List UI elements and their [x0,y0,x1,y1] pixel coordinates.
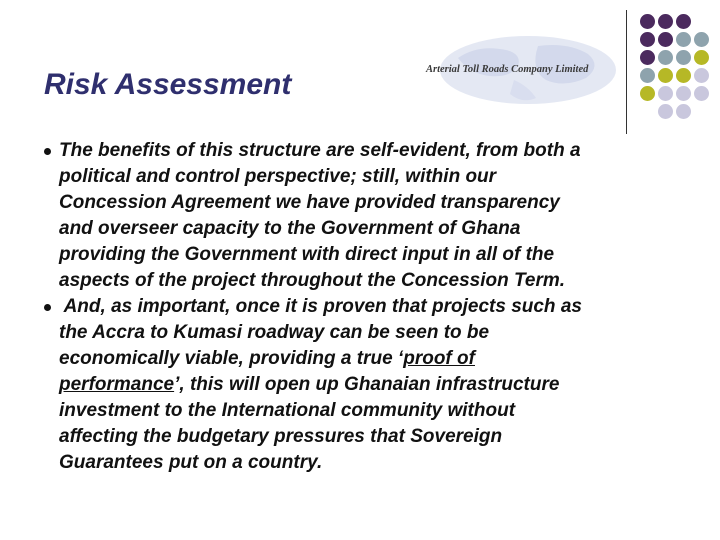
bullet-text-line: The benefits of this structure are self-evident, from both a [59,140,581,161]
dot [676,86,691,101]
bullet-text-line: and overseer capacity to the Government of Ghana [59,218,521,239]
dot [658,14,673,29]
bullet-text-line [59,346,684,372]
underlined-phrase: proof of [403,348,475,369]
text-segment: ’, this will open up Ghanaian infrastructure [174,374,560,395]
dot [676,50,691,65]
dot [676,32,691,47]
dot [658,104,673,119]
bullet-text-line: aspects of the project throughout the Concession Term. [59,270,566,291]
dot [694,86,709,101]
bullet-icon [44,148,51,155]
bullet-text-line: providing the Government with direct input in all of the [59,244,555,265]
bullet-text-line: And, as important, once it is proven that projects such as [59,296,582,317]
dot [676,14,691,29]
dot [658,86,673,101]
dot [676,104,691,119]
bullet-1 [44,138,684,294]
dot [658,32,673,47]
dot [658,68,673,83]
bullet-text-line: investment to the International community without [59,400,516,421]
dot [640,14,655,29]
dot [640,32,655,47]
dot [658,50,673,65]
dot [640,68,655,83]
dot [676,68,691,83]
underlined-phrase: performance [59,374,175,395]
dot [694,50,709,65]
dot [694,32,709,47]
bullet-text-line: affecting the budgetary pressures that Sovereign [59,426,503,447]
divider-line [626,10,627,134]
company-logo [418,30,618,110]
bullet-text-line [59,372,684,398]
text-segment: economically viable, providing a true ‘ [59,348,404,369]
dot [640,86,655,101]
dot [640,50,655,65]
dot [694,68,709,83]
bullet-icon [44,304,51,311]
bullet-text-line: the Accra to Kumasi roadway can be seen to be [59,322,490,343]
logo-text: Arterial Toll Roads Company Limited [426,64,589,75]
bullet-text-line: Guarantees put on a country. [59,452,323,473]
slide-title: Risk Assessment [44,68,292,101]
bullet-text-line: Concession Agreement we have provided transparency [59,192,560,213]
bullet-text-line: political and control perspective; still, within our [59,166,497,187]
slide-body [44,138,684,476]
bullet-2 [44,294,684,476]
